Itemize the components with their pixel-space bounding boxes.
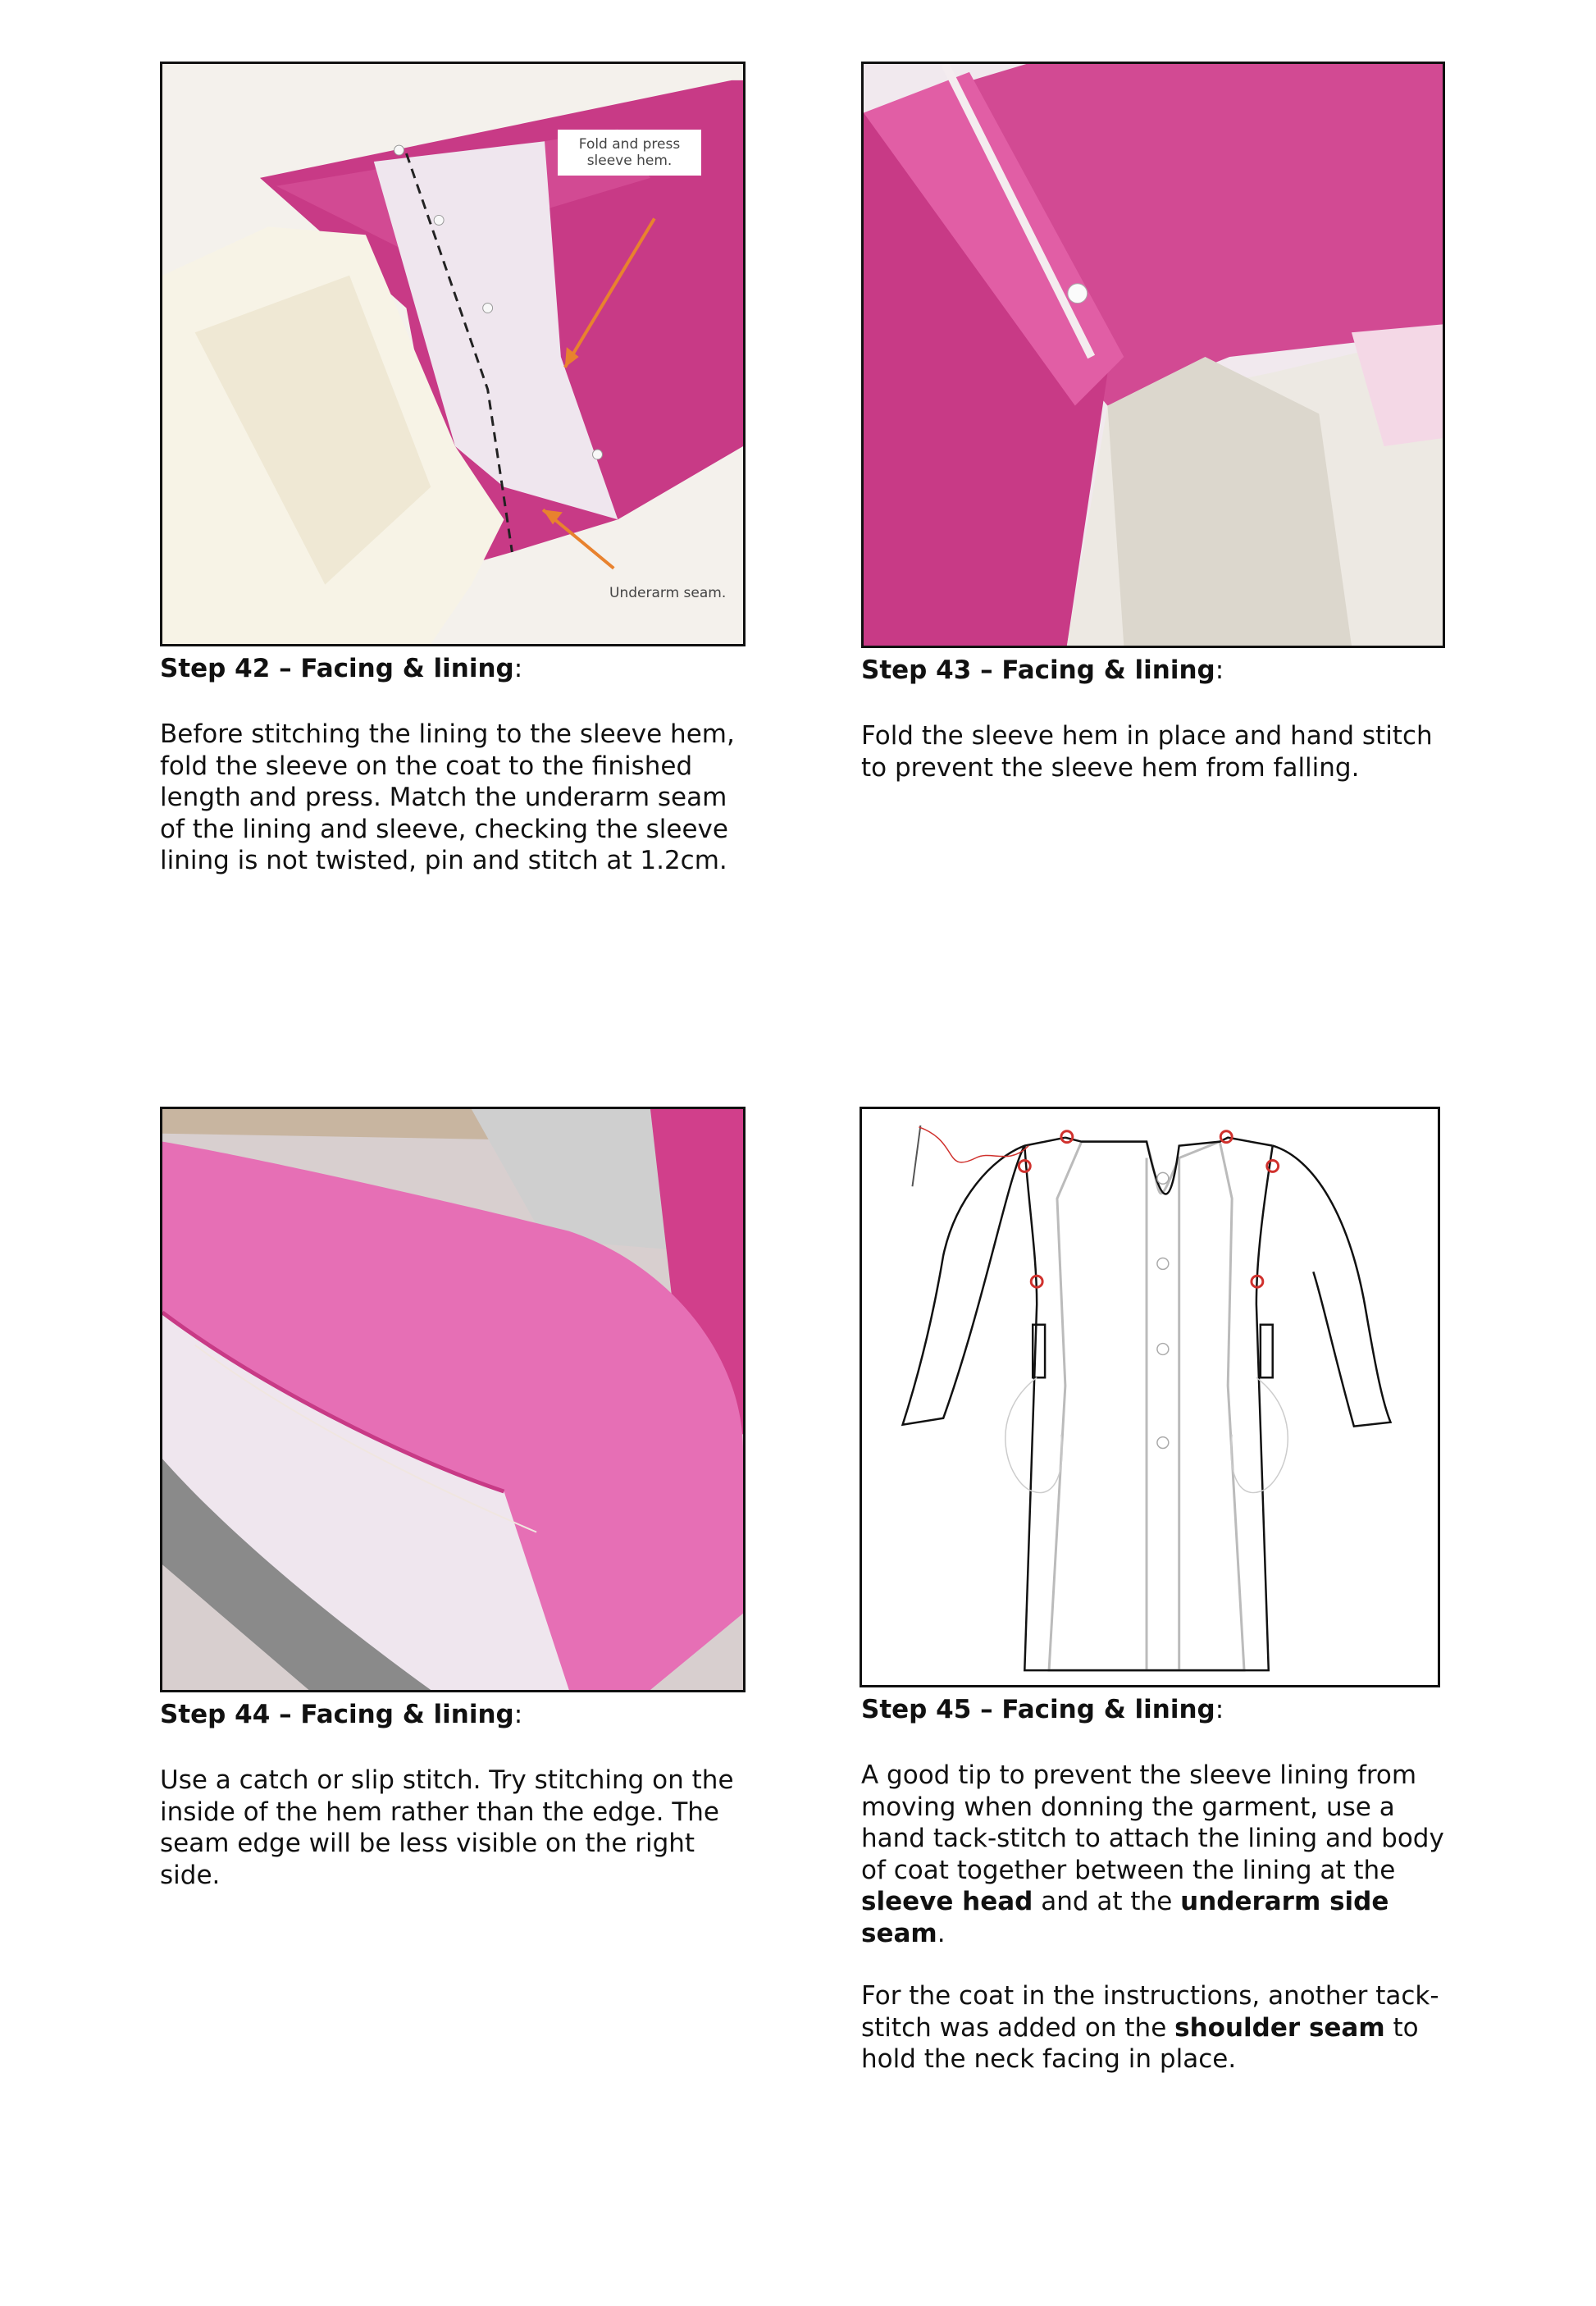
step-44-photo — [160, 1107, 746, 1692]
step-42-body — [160, 719, 750, 908]
catch-stitch-photo — [162, 1109, 743, 1690]
step-43-paragraph: Fold the sleeve hem in place and hand stitch to prevent the sleeve hem from falling. — [861, 721, 1433, 783]
step-42-paragraph: Before stitching the lining to the sleeve hem, fold the sleeve on the coat to the finished length and press. Match the underarm seam of the lining and sleeve, checking the sleeve lining is not twisted, pin and stitch at 1.2cm. — [160, 719, 735, 875]
hand-stitch-photo — [864, 64, 1443, 646]
step-43-photo — [861, 62, 1445, 648]
step-44-title: Step 44 – Facing & lining: — [160, 1700, 523, 1729]
underarm-seam-callout: Underarm seam. — [609, 585, 727, 601]
coat-diagram — [862, 1109, 1438, 1685]
step-43-title: Step 43 – Facing & lining: — [861, 655, 1224, 685]
step-45-paragraph-2: For the coat in the instructions, another tack-stitch was added on the shoulder seam to hold the neck facing in place. — [861, 1981, 1439, 2074]
step-45-title: Step 45 – Facing & lining: — [861, 1695, 1224, 1724]
step-44-paragraph: Use a catch or slip stitch. Try stitching on the inside of the hem rather than the edge. The seam edge will be less visible on the right side. — [160, 1765, 734, 1890]
step-42-photo — [160, 62, 746, 646]
step-43-body — [861, 720, 1452, 815]
step-42-title: Step 42 – Facing & lining: — [160, 654, 523, 683]
step-44-body — [160, 1765, 750, 1922]
fold-press-callout: Fold and press sleeve hem. — [558, 130, 701, 176]
step-45-illustration — [860, 1107, 1440, 1687]
step-45-body — [861, 1760, 1452, 2107]
step-45-paragraph-1: A good tip to prevent the sleeve lining from moving when donning the garment, use a hand tack-stitch to attach the lining and body of coat together between the lining at the sleeve head and at the underarm side seam. — [861, 1760, 1444, 1948]
